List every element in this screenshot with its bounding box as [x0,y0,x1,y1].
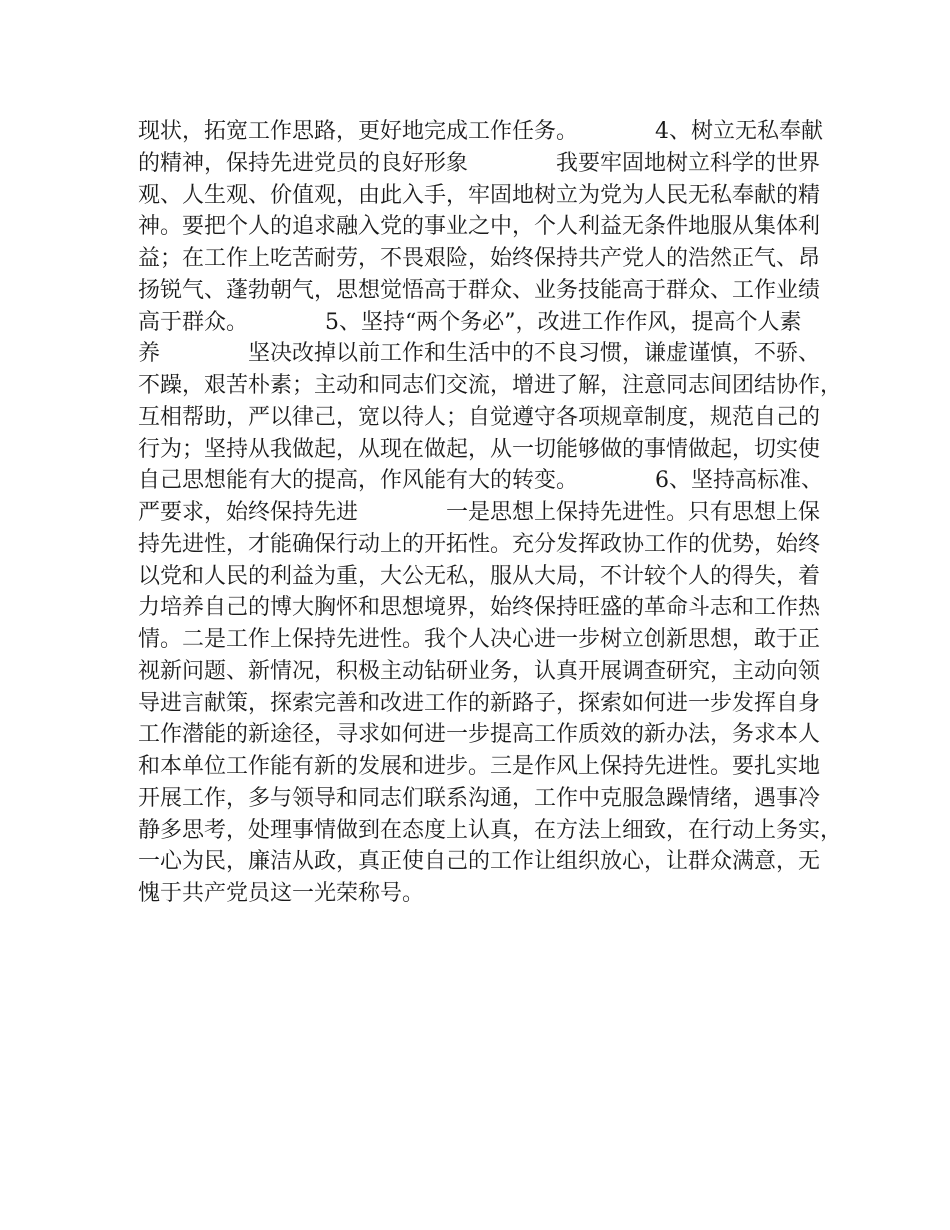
body-text [138,116,843,910]
text-line: 情。二是工作上保持先进性。我个人决心进一步树立创新思想，敢于正 [138,627,821,652]
text-line: 观、人生观、价值观，由此入手，牢固地树立为党为人民无私奉献的精 [138,182,821,208]
text-line: 导进言献策，探索完善和改进工作的新路子，探索如何进一步发挥自身 [138,690,821,716]
text-line: 静多思考，处理事情做到在态度上认真，在方法上细致，在行动上务实， [138,817,843,843]
text-line: 严要求，始终保持先进 一是思想上保持先进性。只有思想上保 [138,500,821,525]
text-line: 互相帮助，严以律己，宽以待人；自觉遵守各项规章制度，规范自己的 [138,404,821,430]
text-line: 工作潜能的新途径，寻求如何进一步提高工作质效的新办法，务求本人 [138,722,821,748]
text-line: 一心为民，廉洁从政，真正使自己的工作让组织放心，让群众满意，无 [138,849,821,875]
text-line: 愧于共产党员这一光荣称号。 [138,881,425,906]
text-line: 持先进性，才能确保行动上的开拓性。充分发挥政协工作的优势，始终 [138,531,821,557]
text-line: 神。要把个人的追求融入党的事业之中，个人利益无条件地服从集体利 [138,214,821,240]
text-line: 的精神，保持先进党员的良好形象 我要牢固地树立科学的世界 [138,150,821,176]
text-line: 养 坚决改掉以前工作和生活中的不良习惯，谦虚谨慎，不骄、 [138,341,821,367]
text-line: 力培养自己的博大胸怀和思想境界，始终保持旺盛的革命斗志和工作热 [138,595,821,621]
text-line: 扬锐气、蓬勃朝气，思想觉悟高于群众、业务技能高于群众、工作业绩 [138,277,821,303]
text-line: 现状，拓宽工作思路，更好地完成工作任务。 4、树立无私奉献 [138,119,823,144]
text-line: 自己思想能有大的提高，作风能有大的转变。 6、坚持高标准、 [138,468,823,494]
text-line: 不躁，艰苦朴素；主动和同志们交流，增进了解，注意同志间团结协作， [138,373,843,398]
text-line: 和本单位工作能有新的发展和进步。三是作风上保持先进性。要扎实地 [138,754,821,779]
text-line: 开展工作，多与领导和同志们联系沟通，工作中克服急躁情绪，遇事冷 [138,785,821,811]
text-line: 高于群众。 5、坚持“两个务必”，改进工作作风，提高个人素 [138,309,802,335]
text-line: 以党和人民的利益为重，大公无私，服从大局，不计较个人的得失，着 [138,563,821,589]
text-line: 行为；坚持从我做起，从现在做起，从一切能够做的事情做起，切实使 [138,436,821,462]
text-line: 视新问题、新情况，积极主动钻研业务，认真开展调查研究，主动向领 [138,658,821,684]
text-line: 益；在工作上吃苦耐劳，不畏艰险，始终保持共产党人的浩然正气、昂 [138,246,821,271]
